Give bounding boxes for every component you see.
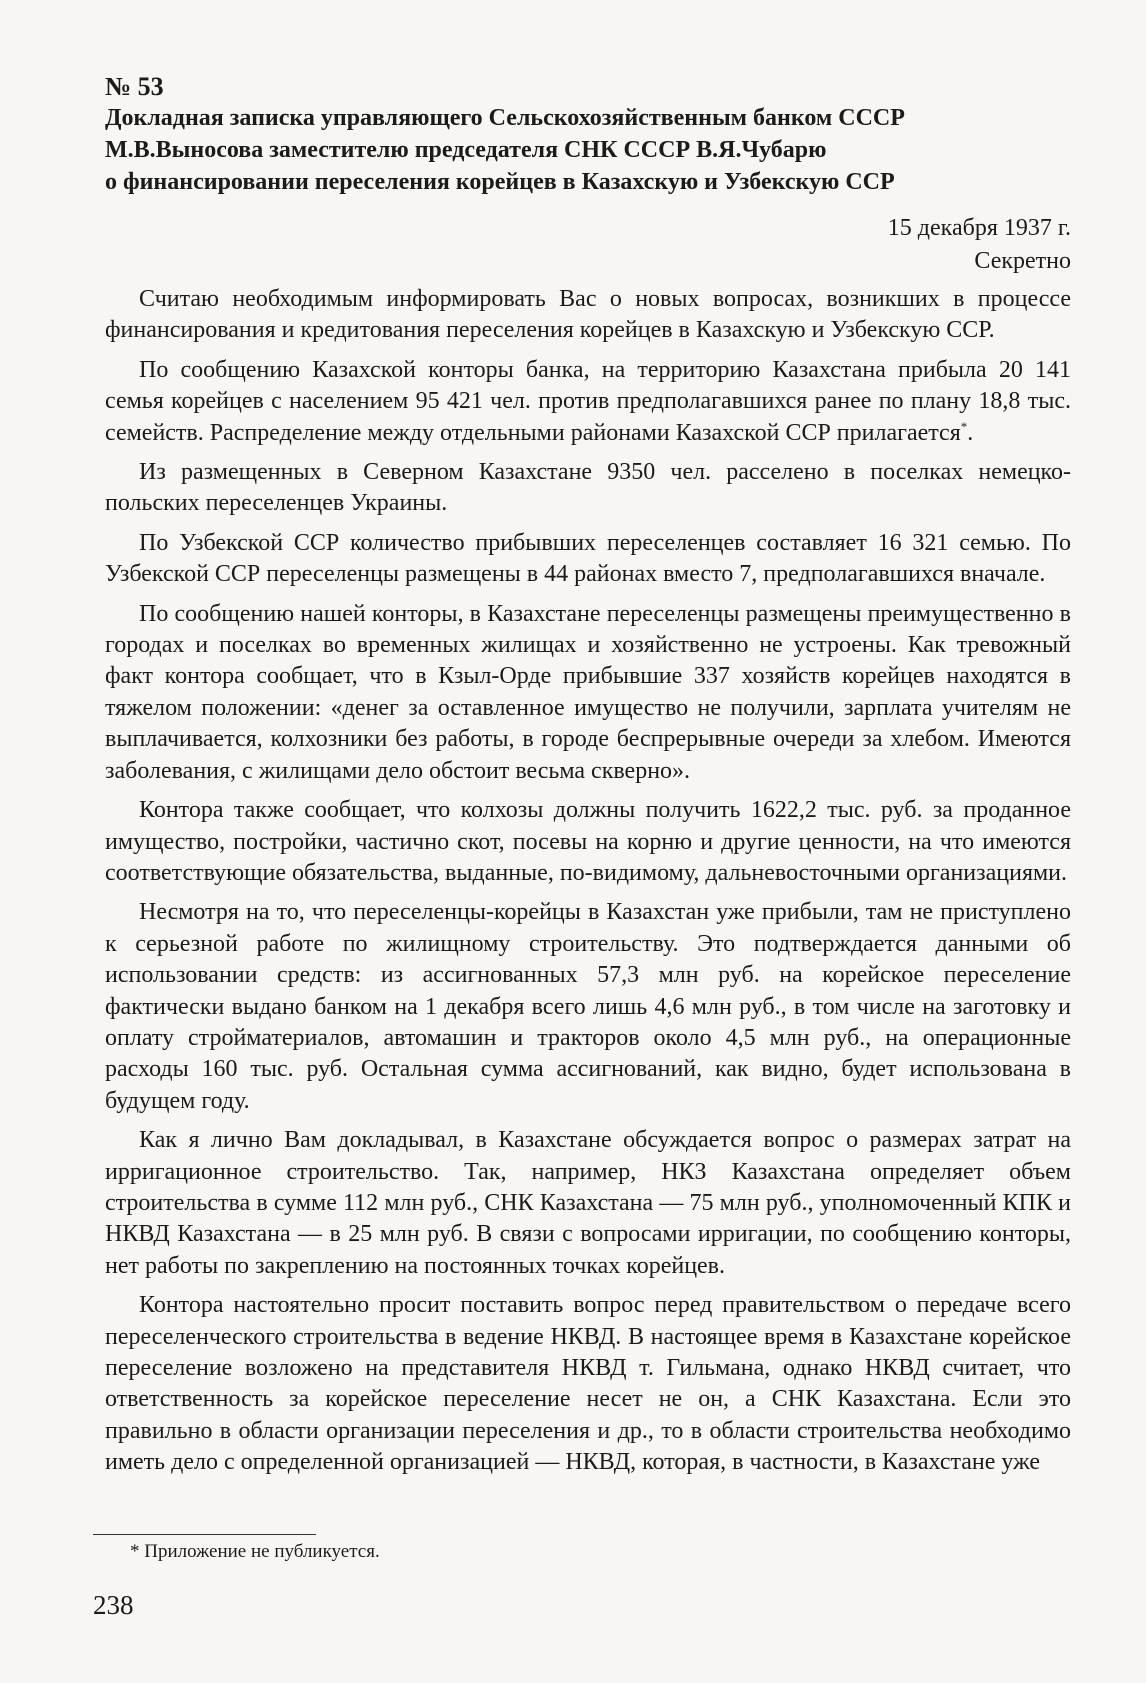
body-paragraph: По сообщению Казахской конторы банка, на территорию Казахстана прибыла 20 141 семья корейцев с населением 95 421 чел. против предполагавшихся ранее по плану 18,8 тыс. семейств. Распределение между отдельными районами Казахской ССР прилагается*. <box>105 356 1071 446</box>
title-line: Докладная записка управляющего Сельскохозяйственным банком СССР <box>105 105 905 131</box>
document-body <box>105 284 1071 1479</box>
title-line: о финансировании переселения корейцев в Казахскую и Узбекскую ССР <box>105 169 895 195</box>
document-number: № 53 <box>105 72 164 101</box>
title-line: М.В.Выносова заместителю председателя СНК СССР В.Я.Чубарю <box>105 137 827 163</box>
body-paragraph: Несмотря на то, что переселенцы-корейцы в Казахстан уже прибыли, там не приступлено к серьезной работе по жилищному строительству. Это подтверждается данными об использовании средств: из ассигнованных 57,3 млн руб. на корейское переселение фактически выдано банком на 1 декабря всего лишь 4,6 млн руб., в том числе на заготовку и оплату стройматериалов, автомашин и тракторов около 4,5 млн руб., на операционные расходы 160 тыс. руб. Остальная сумма ассигнований, как видно, будет использована в будущем году. <box>105 899 1071 1114</box>
classification-label: Секретно <box>974 248 1071 274</box>
body-paragraph: Контора настоятельно просит поставить вопрос перед правительством о передаче всего переселенческого строительства в ведение НКВД. В настоящее время в Казахстане корейское переселение возложено на представителя НКВД т. Гильмана, однако НКВД считает, что ответственность за корейское переселение несет не он, а СНК Казахстана. Если это правильно в области организации переселения и др., то в области строительства необходимо иметь дело с определенной организацией — НКВД, которая, в частности, в Казахстане уже <box>105 1292 1071 1476</box>
body-paragraph: По сообщению нашей конторы, в Казахстане переселенцы размещены преимущественно в городах и поселках во временных жилищах и хозяйственно не устроены. Как тревожный факт контора сообщает, что в Кзыл-Орде прибывшие 337 хозяйств корейцев находятся в тяжелом положении: «денег за оставленное имущество не получили, зарплата учителям не выплачивается, колхозники без работы, в городе беспрерывные очереди за хлебом. Имеются заболевания, с жилищами дело обстоит весьма скверно». <box>105 600 1071 784</box>
body-paragraph: Как я лично Вам докладывал, в Казахстане обсуждается вопрос о размерах затрат на ирригационное строительство. Так, например, НКЗ Казахстана определяет объем строительства в сумме 112 млн руб., СНК Казахстана — 75 млн руб., уполномоченный КПК и НКВД Казахстана — в 25 млн руб. В связи с вопросами ирригации, по сообщению конторы, нет работы по закреплению на постоянных точках корейцев. <box>105 1127 1071 1279</box>
footnote-marker: * <box>960 418 968 434</box>
body-paragraph: Считаю необходимым информировать Вас о новых вопросах, возникших в процессе финансирования и кредитования переселения корейцев в Казахскую и Узбекскую ССР. <box>105 286 1071 344</box>
body-paragraph: По Узбекской ССР количество прибывших переселенцев составляет 16 321 семью. По Узбекской ССР переселенцы размещены в 44 районах вместо 7, предполагавшихся вначале. <box>105 529 1071 588</box>
document-meta <box>105 212 1071 278</box>
footnote-divider <box>93 1534 316 1535</box>
page-number: 238 <box>93 1590 134 1620</box>
footnote: * Приложение не публикуется. <box>130 1541 380 1562</box>
document-content <box>105 72 1071 1479</box>
body-paragraph: Из размещенных в Северном Казахстане 9350 чел. расселено в поселках немецко-польских переселенцев Украины. <box>105 459 1071 517</box>
document-title <box>105 102 1071 198</box>
body-paragraph: Контора также сообщает, что колхозы должны получить 1622,2 тыс. руб. за проданное имущество, постройки, частично скот, посевы на корню и другие ценности, на что имеются соответствующие обязательства, выданные, по-видимому, дальневосточными организациями. <box>105 797 1071 886</box>
document-date: 15 декабря 1937 г. <box>887 215 1071 241</box>
